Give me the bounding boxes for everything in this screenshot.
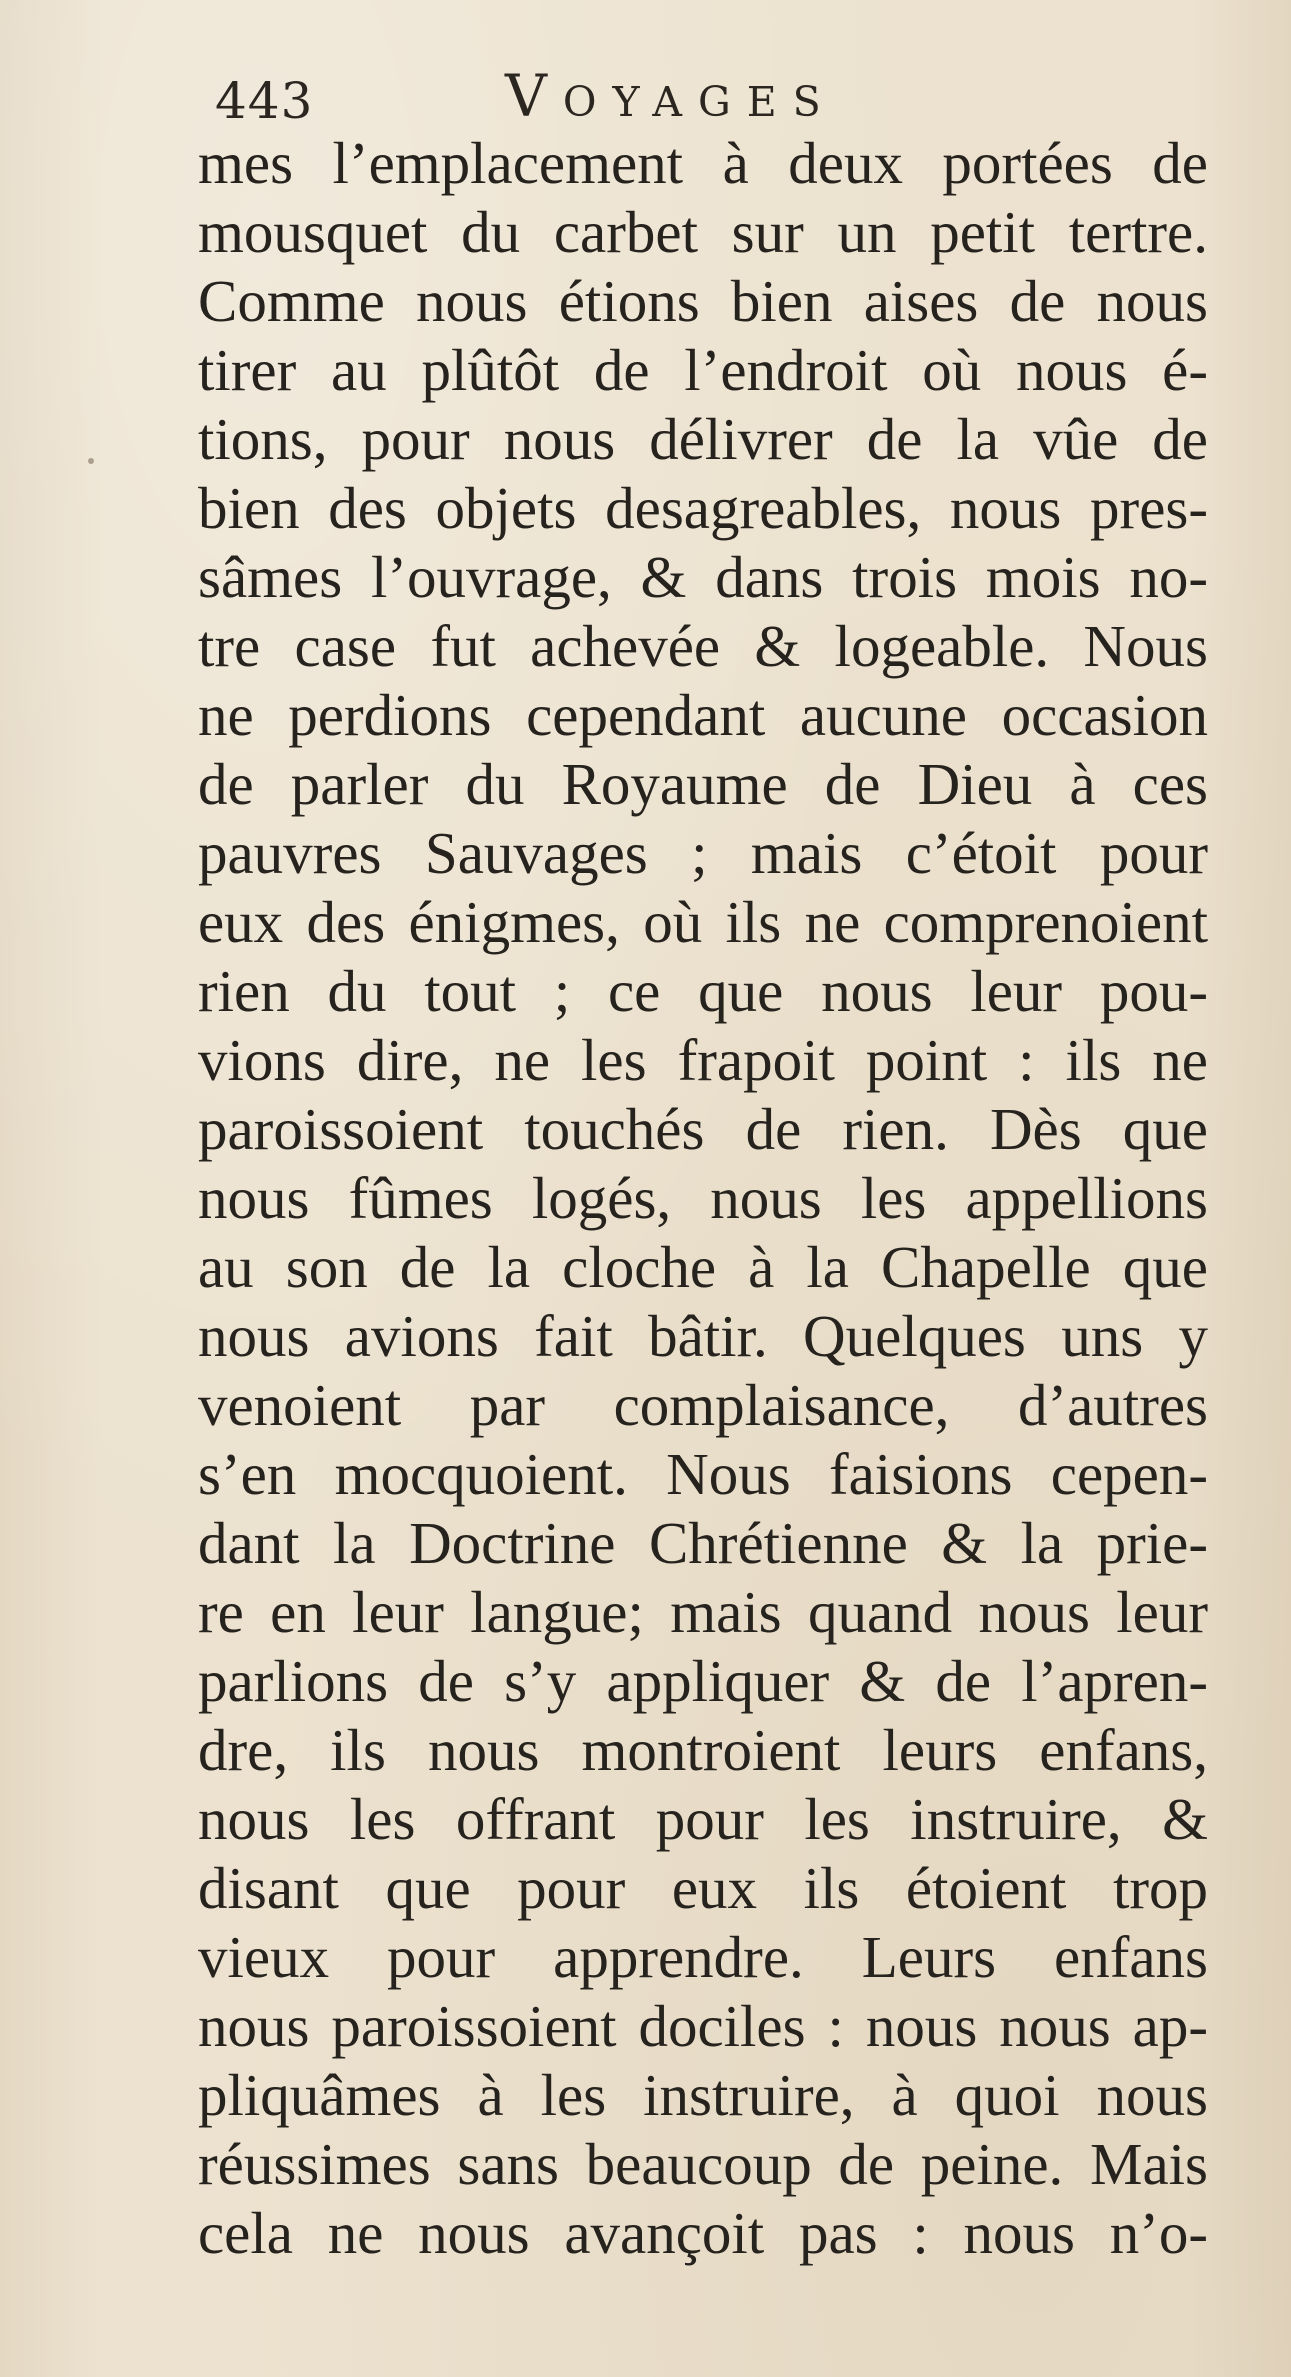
text-line: tirer au plûtôt de l’endroit où nous é- [198, 337, 1208, 403]
text-line: mousquet du carbet sur un petit tertre. [198, 199, 1208, 265]
text-line: tre case fut achevée & logeable. Nous [198, 613, 1208, 679]
text-line: pauvres Sauvages ; mais c’étoit pour [198, 820, 1208, 886]
text-line: bien des objets desagreables, nous pres- [198, 475, 1208, 541]
text-line: sâmes l’ouvrage, & dans trois mois no- [198, 544, 1208, 610]
text-line: vions dire, ne les frapoit point : ils ne [198, 1027, 1208, 1093]
ink-speck [88, 458, 94, 464]
body-text [198, 129, 1208, 2268]
text-line: dant la Doctrine Chrétienne & la prie- [198, 1510, 1208, 1576]
text-line: nous avions fait bâtir. Quelques uns y [198, 1303, 1208, 1369]
text-line: mes l’emplacement à deux portées de [198, 130, 1208, 196]
text-line: Comme nous étions bien aises de nous [198, 268, 1208, 334]
text-line: nous les offrant pour les instruire, & [198, 1786, 1208, 1852]
text-line: parlions de s’y appliquer & de l’apren- [198, 1648, 1208, 1714]
page-number: 443 [215, 72, 314, 130]
text-line: s’en mocquoient. Nous faisions cepen- [198, 1441, 1208, 1507]
text-line: disant que pour eux ils étoient trop [198, 1855, 1208, 1921]
text-line: paroissoient touchés de rien. Dès que [198, 1096, 1208, 1162]
running-head: Voyages [505, 62, 837, 130]
text-line: dre, ils nous montroient leurs enfans, [198, 1717, 1208, 1783]
text-line: nous paroissoient dociles : nous nous ap- [198, 1993, 1208, 2059]
text-line: nous fûmes logés, nous les appellions [198, 1165, 1208, 1231]
text-line: au son de la cloche à la Chapelle que [198, 1234, 1208, 1300]
text-line: tions, pour nous délivrer de la vûe de [198, 406, 1208, 472]
text-line: venoient par complaisance, d’autres [198, 1372, 1208, 1438]
text-line: rien du tout ; ce que nous leur pou- [198, 958, 1208, 1024]
text-line: eux des énigmes, où ils ne comprenoient [198, 889, 1208, 955]
text-line: réussimes sans beaucoup de peine. Mais [198, 2131, 1208, 2197]
text-line: vieux pour apprendre. Leurs enfans [198, 1924, 1208, 1990]
text-line: re en leur langue; mais quand nous leur [198, 1579, 1208, 1645]
text-line: de parler du Royaume de Dieu à ces [198, 751, 1208, 817]
text-line: ne perdions cependant aucune occasion [198, 682, 1208, 748]
text-line: cela ne nous avançoit pas : nous n’o- [198, 2200, 1208, 2266]
text-line: pliquâmes à les instruire, à quoi nous [198, 2062, 1208, 2128]
